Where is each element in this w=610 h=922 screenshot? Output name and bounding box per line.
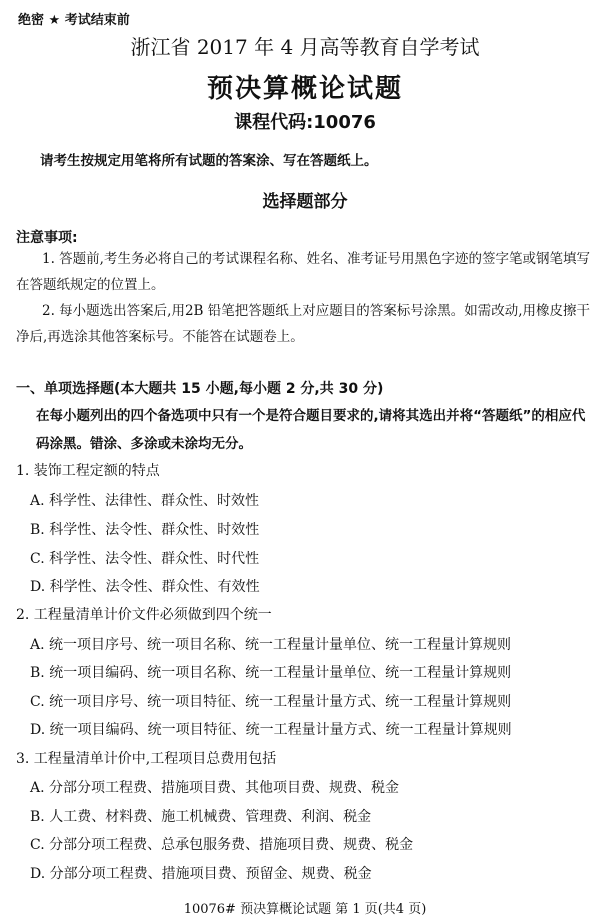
question-option: B. 科学性、法令性、群众性、时效性: [30, 522, 260, 538]
part-description: 在每小题列出的四个备选项中只有一个是符合题目要求的,请将其选出并将“答题纸”的相应代码涂黑。错涂、多涂或未涂均无分。: [36, 408, 586, 452]
question-option: C. 分部分项工程费、总承包服务费、措施项目费、规费、税金: [30, 837, 414, 853]
answer-instruction: 请考生按规定用笔将所有试题的答案涂、写在答题纸上。: [40, 153, 378, 169]
question-option: B. 人工费、材料费、施工机械费、管理费、利润、税金: [30, 809, 372, 825]
question-stem: 1. 装饰工程定额的特点: [16, 463, 160, 479]
question-option: D. 分部分项工程费、措施项目费、预留金、规费、税金: [30, 866, 372, 882]
exam-heading: 浙江省 2017 年 4 月高等教育自学考试: [130, 35, 480, 59]
paper-title: 预决算概论试题: [206, 74, 403, 104]
question-option: D. 统一项目编码、统一项目特征、统一工程量计量方式、统一工程量计算规则: [30, 722, 512, 738]
question-option: D. 科学性、法令性、群众性、有效性: [30, 579, 260, 595]
question-option: A. 科学性、法律性、群众性、时效性: [30, 493, 260, 509]
question-option: B. 统一项目编码、统一项目名称、统一工程量计量单位、统一工程量计算规则: [30, 665, 512, 681]
page-footer: 10076# 预决算概论试题 第 1 页(共4 页): [183, 902, 427, 917]
course-code: 课程代码:10076: [234, 112, 376, 133]
confidentiality-mark: 绝密 ★ 考试结束前: [18, 13, 130, 28]
question-option: C. 科学性、法令性、群众性、时代性: [30, 551, 260, 567]
part-heading: 一、单项选择题(本大题共 15 小题,每小题 2 分,共 30 分): [16, 381, 384, 397]
question-stem: 2. 工程量清单计价文件必须做到四个统一: [16, 607, 272, 623]
section-heading: 选择题部分: [262, 192, 348, 212]
notice-paragraph: 1. 答题前,考生务必将自己的考试课程名称、姓名、准考证号用黑色字迹的签字笔或钢笔填写在答题纸规定的位置上。: [16, 251, 590, 293]
question-option: A. 分部分项工程费、措施项目费、其他项目费、规费、税金: [30, 780, 400, 796]
question-stem: 3. 工程量清单计价中,工程项目总费用包括: [16, 751, 277, 767]
question-option: C. 统一项目序号、统一项目特征、统一工程量计量方式、统一工程量计算规则: [30, 694, 512, 710]
notice-label: 注意事项:: [16, 230, 78, 246]
notice-paragraph: 2. 每小题选出答案后,用2B 铅笔把答题纸上对应题目的答案标号涂黑。如需改动,用橡皮擦干净后,再选涂其他答案标号。不能答在试题卷上。: [16, 303, 591, 345]
question-option: A. 统一项目序号、统一项目名称、统一工程量计量单位、统一工程量计算规则: [30, 637, 512, 653]
